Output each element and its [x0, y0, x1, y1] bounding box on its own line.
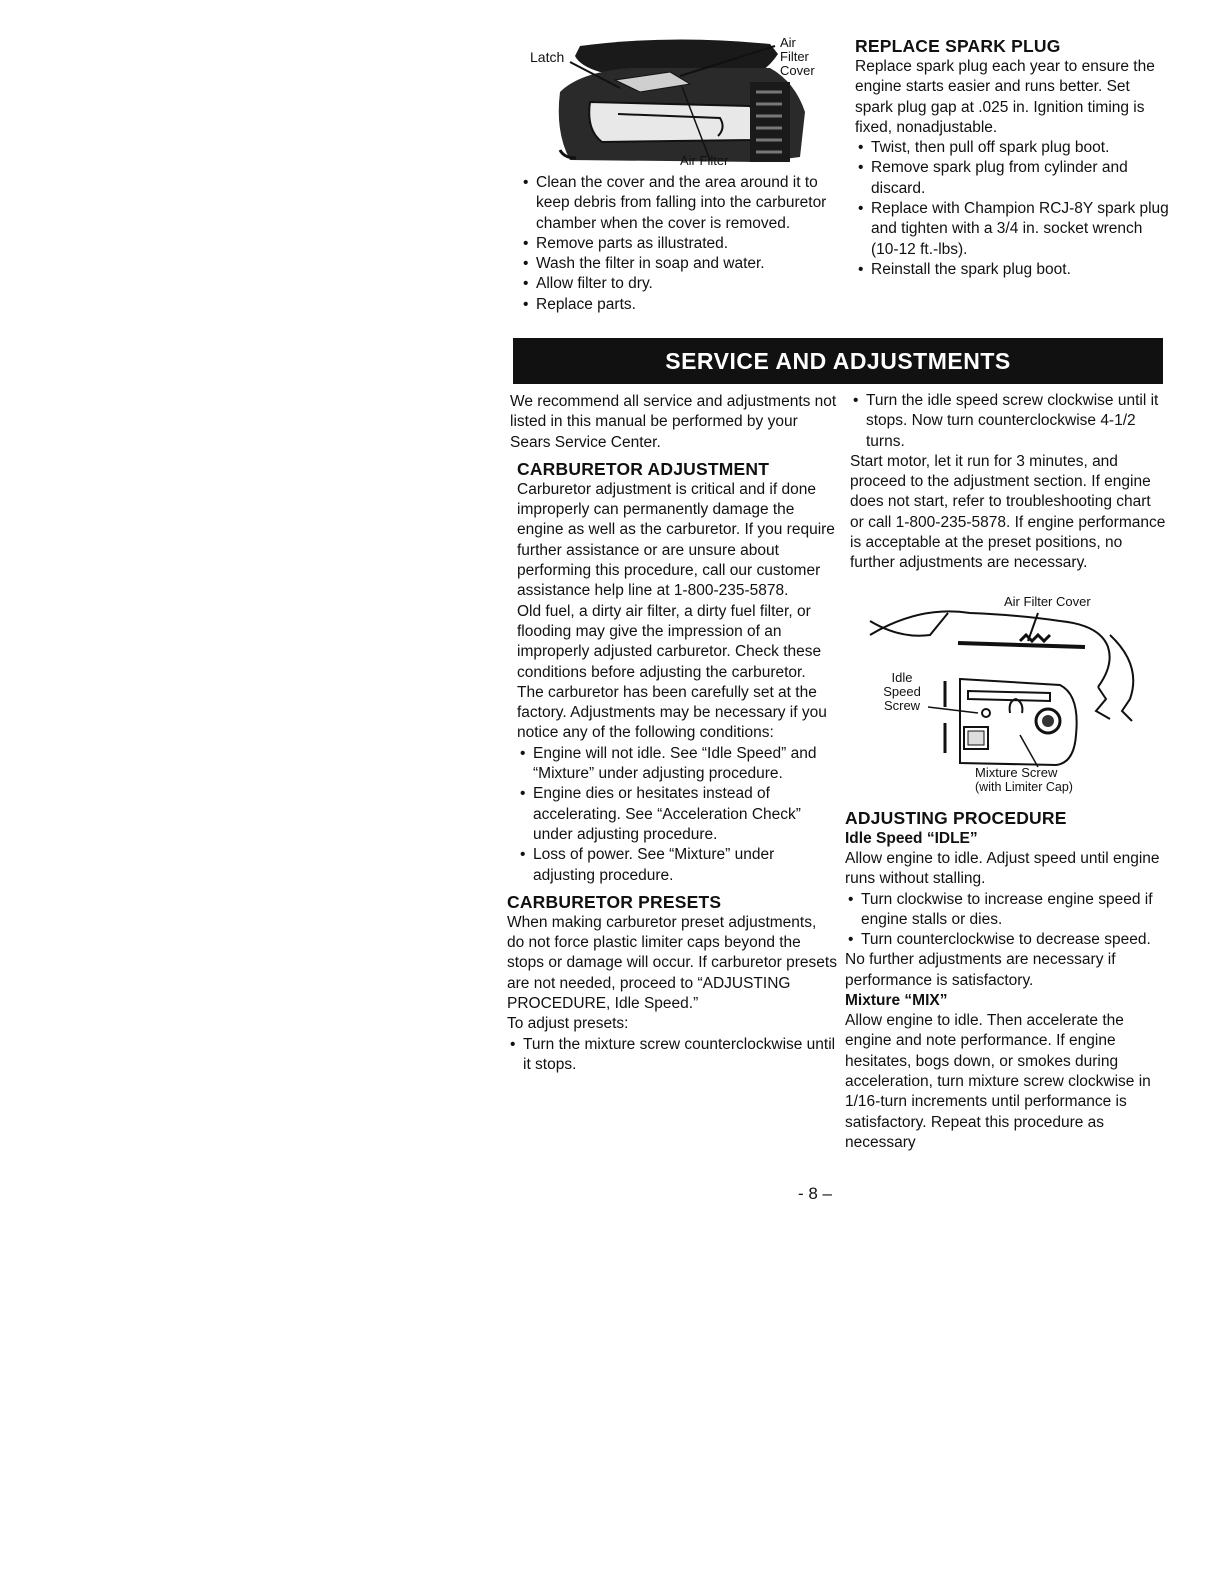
adjusting-procedure	[845, 808, 1170, 1153]
air-filter-cover-label-2: Air Filter Cover	[1004, 594, 1091, 609]
carb-presets-intro: To adjust presets:	[507, 1015, 629, 1033]
list-item: • Reinstall the spark plug boot.	[855, 260, 1170, 280]
list-item: • Replace parts.	[520, 295, 840, 315]
list-item: • Turn clockwise to increase engine speed if engine stalls or dies.	[845, 890, 1170, 931]
carb-adjustment-text-3: The carburetor has been carefully set at the factory. Adjustments may be necessary if you notice any of the following conditions:	[517, 683, 827, 742]
list-item: • Turn the mixture screw counterclockwise until it stops.	[507, 1035, 837, 1076]
list-item: • Remove parts as illustrated.	[520, 234, 840, 254]
carb-presets-text: When making carburetor preset adjustments, do not force plastic limiter caps beyond the stops or damage will occur. If carburetor presets are not needed, proceed to “ADJUSTING PROCEDURE, Idle Speed.”	[507, 913, 837, 1013]
limiter-cap-label: (with Limiter Cap)	[975, 780, 1073, 794]
air-filter-cover-label: Air Filter Cover	[780, 35, 815, 78]
spark-plug-section	[855, 36, 1170, 280]
start-motor-text: Start motor, let it run for 3 minutes, and proceed to the adjustment section. If engine does not start, refer to troubleshooting chart or call 1-800-235-5878. If engine performance is acceptable at the preset positions, no further adjustments are necessary.	[850, 452, 1166, 572]
page-number: - 8 –	[797, 1184, 833, 1203]
list-item: • Twist, then pull off spark plug boot.	[855, 138, 1170, 158]
air-filter-steps	[520, 173, 840, 315]
list-item: • Loss of power. See “Mixture” under adjusting procedure.	[517, 845, 837, 886]
idle-speed-screw-label: Idle Speed Screw	[883, 670, 921, 713]
air-filter-label: Air Filter	[680, 153, 729, 168]
adjusting-procedure-heading: ADJUSTING PROCEDURE	[845, 808, 1067, 828]
left-column	[507, 392, 837, 1075]
idle-after-text: No further adjustments are necessary if performance is satisfactory.	[845, 951, 1116, 989]
list-item: • Remove spark plug from cylinder and discard.	[855, 158, 1170, 199]
list-item: • Turn counterclockwise to decrease speed.	[845, 930, 1170, 950]
spark-plug-intro: Replace spark plug each year to ensure the engine starts easier and runs better. Set spark plug gap at .025 in. Ignition timing is fixed, nonadjustable.	[855, 58, 1155, 136]
list-item: • Engine dies or hesitates instead of accelerating. See “Acceleration Check” under adjusting procedure.	[517, 784, 837, 845]
service-intro: We recommend all service and adjustments not listed in this manual be performed by your Sears Service Center.	[510, 393, 837, 451]
spark-plug-heading: REPLACE SPARK PLUG	[855, 36, 1061, 56]
list-item: • Replace with Champion RCJ-8Y spark plug and tighten with a 3/4 in. socket wrench (10-12 ft.-lbs).	[855, 199, 1170, 260]
list-item: • Allow filter to dry.	[520, 274, 840, 294]
carb-adjustment-text-2: Old fuel, a dirty air filter, a dirty fuel filter, or flooding may give the impression of an improperly adjusted carburetor. Check these conditions before adjusting the carburetor.	[517, 602, 822, 681]
carb-adjustment-text-1: Carburetor adjustment is critical and if done improperly can permanently damage the engine as well as the carburetor. If you require further assistance or are unsure about performing this procedure, call our customer assistance help line at 1-800-235-5878.	[517, 480, 835, 600]
carb-adjustment-heading: CARBURETOR ADJUSTMENT	[517, 458, 770, 479]
idle-speed-text: Allow engine to idle. Adjust speed until engine runs without stalling.	[845, 850, 1160, 888]
list-item: • Wash the filter in soap and water.	[520, 254, 840, 274]
carb-presets-heading: CARBURETOR PRESETS	[507, 891, 722, 912]
right-column	[850, 391, 1168, 574]
section-banner: SERVICE AND ADJUSTMENTS	[513, 338, 1163, 384]
mixture-screw-label: Mixture Screw	[975, 765, 1058, 780]
list-item: • Engine will not idle. See “Idle Speed” and “Mixture” under adjusting procedure.	[517, 744, 837, 785]
latch-label: Latch	[530, 49, 565, 65]
list-item: • Turn the idle speed screw clockwise until it stops. Now turn counterclockwise 4-1/2 turns.	[850, 391, 1168, 452]
mixture-subheading: Mixture “MIX”	[845, 992, 948, 1010]
list-item: • Clean the cover and the area around it to keep debris from falling into the carburetor chamber when the cover is removed.	[520, 173, 840, 234]
mixture-text: Allow engine to idle. Then accelerate the engine and note performance. If engine hesitates, bogs down, or smokes during acceleration, turn mixture screw clockwise in 1/16-turn increments until performance is satisfactory. Repeat this procedure as necessary	[845, 1012, 1151, 1151]
idle-speed-subheading: Idle Speed “IDLE”	[845, 830, 978, 847]
